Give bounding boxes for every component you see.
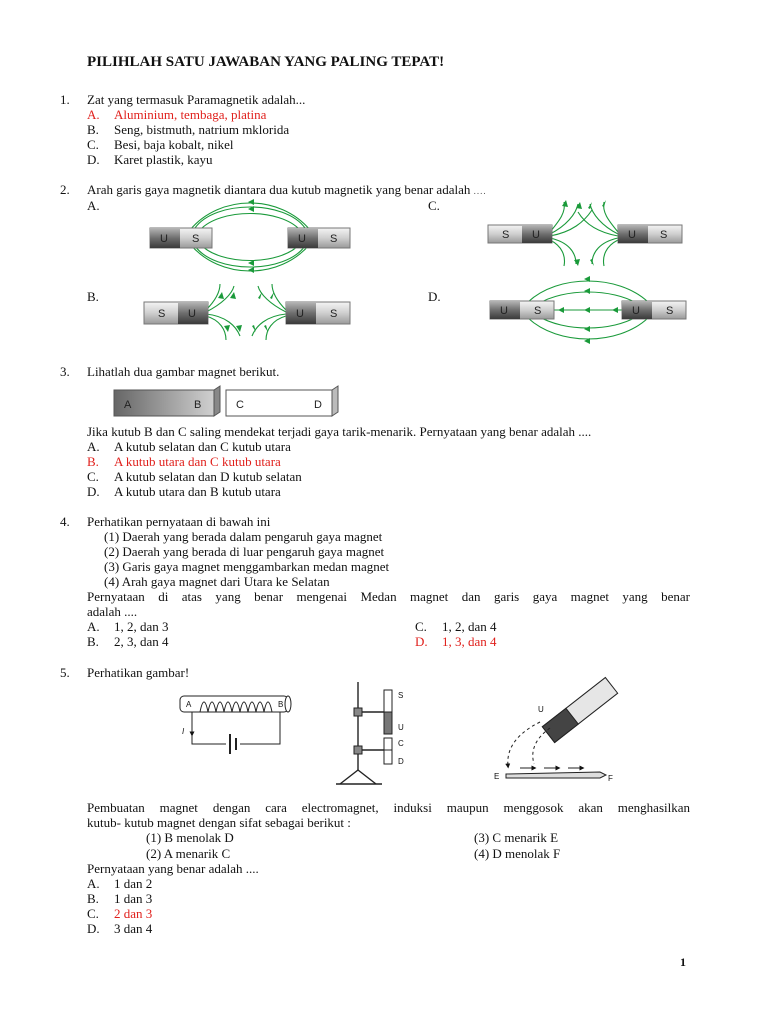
q1-number: 1. [60, 92, 70, 107]
q4-option-d[interactable]: 1, 3, dan 4 [442, 634, 497, 649]
q2c-label-4: S [660, 229, 668, 241]
q4-option-b[interactable]: 2, 3, dan 4 [114, 634, 169, 649]
q5-figure-coil [176, 690, 296, 770]
q5-text4: Pernyataan yang benar adalah .... [87, 861, 259, 876]
q4-number: 4. [60, 514, 70, 529]
q1-text: Zat yang termasuk Paramagnetik adalah... [87, 92, 306, 107]
q5-option-a-letter[interactable]: A. [87, 876, 100, 891]
q1-option-a-letter[interactable]: A. [87, 107, 100, 122]
q5-coil-label-a: A [186, 700, 192, 709]
q5-figure-rub [490, 680, 620, 790]
q3-option-a-letter[interactable]: A. [87, 439, 100, 454]
q2b-label-3: U [296, 308, 304, 320]
q5-text: Perhatikan gambar! [87, 665, 190, 680]
q5-coil-label-b: B [278, 700, 284, 709]
q5-text2: Pembuatan magnet dengan cara electromagnet, induksi maupun menggosok akan menghasilkan [87, 800, 690, 815]
page-title: PILIHLAH SATU JAWABAN YANG PALING TEPAT! [87, 54, 445, 70]
q5-option-b[interactable]: 1 dan 3 [114, 891, 153, 906]
q3-bar-label-b: B [194, 399, 202, 411]
q3-text2: Jika kutub B dan C saling mendekat terjadi gaya tarik-menarik. Pernyataan yang benar adalah .... [87, 424, 592, 439]
q2a-label-4: S [330, 233, 338, 245]
q3-figure-bars [112, 386, 342, 420]
q5-statement-3: (3) C menarik E [474, 830, 559, 845]
q3-option-d[interactable]: A kutub utara dan B kutub utara [114, 484, 281, 499]
q2-option-d-letter[interactable]: D. [428, 289, 441, 304]
q3-option-c-letter[interactable]: C. [87, 469, 99, 484]
q4-text3: adalah .... [87, 604, 138, 619]
q4-option-b-letter[interactable]: B. [87, 634, 99, 649]
q5-rub-label-f: F [608, 774, 613, 783]
q2-ellipsis: .... [473, 186, 487, 196]
q2c-label-2: U [532, 229, 540, 241]
q1-option-c-letter[interactable]: C. [87, 137, 99, 152]
q3-bar-label-d: D [314, 399, 322, 411]
q5-stand-label-d: D [398, 757, 404, 766]
q4-statement-3: (3) Garis gaya magnet menggambarkan medan magnet [104, 559, 390, 574]
q5-text3: kutub- kutub magnet dengan sifat sebagai berikut : [87, 815, 351, 830]
q4-option-a-letter[interactable]: A. [87, 619, 100, 634]
q2d-label-2: S [534, 305, 542, 317]
q3-bar-label-c: C [236, 399, 244, 411]
q5-stand-label-s: S [398, 691, 404, 700]
q2-figure-b[interactable] [140, 282, 360, 342]
q4-statement-2: (2) Daerah yang berada di luar pengaruh gaya magnet [104, 544, 385, 559]
q5-stand-label-c: C [398, 739, 404, 748]
q4-option-c-letter[interactable]: C. [415, 619, 427, 634]
q5-figure-stand [334, 680, 414, 790]
q1-option-a[interactable]: Aluminium, tembaga, platina [114, 107, 267, 122]
q1-option-d[interactable]: Karet plastik, kayu [114, 152, 213, 167]
q2b-label-1: S [158, 308, 166, 320]
q2a-label-2: S [192, 233, 200, 245]
q3-bar-label-a: A [124, 399, 132, 411]
q1-option-b[interactable]: Seng, bistmuth, natrium mklorida [114, 122, 290, 137]
q1-option-c[interactable]: Besi, baja kobalt, nikel [114, 137, 234, 152]
q5-rub-label-u: U [538, 705, 544, 714]
q5-statement-2: (2) A menarik C [146, 846, 231, 861]
q2b-label-4: S [330, 308, 338, 320]
q2-number: 2. [60, 182, 70, 197]
q2-figure-c[interactable] [488, 200, 688, 270]
q5-option-c-letter[interactable]: C. [87, 906, 99, 921]
q2a-label-3: U [298, 233, 306, 245]
q3-option-d-letter[interactable]: D. [87, 484, 100, 499]
q4-option-a[interactable]: 1, 2, dan 3 [114, 619, 169, 634]
q2-option-c-letter[interactable]: C. [428, 198, 440, 213]
q4-option-d-letter[interactable]: D. [415, 634, 428, 649]
q5-rub-label-e: E [494, 772, 500, 781]
q5-stand-label-u: U [398, 723, 404, 732]
q2c-label-1: S [502, 229, 510, 241]
q2d-label-3: U [632, 305, 640, 317]
q2c-label-3: U [628, 229, 636, 241]
q3-option-a[interactable]: A kutub selatan dan C kutub utara [114, 439, 291, 454]
q2-text: Arah garis gaya magnetik diantara dua kutub magnetik yang benar adalah .... [87, 182, 487, 197]
q5-option-d[interactable]: 3 dan 4 [114, 921, 153, 936]
q2-figure-d[interactable] [488, 270, 688, 350]
q2-figure-a[interactable] [140, 200, 360, 280]
q4-text2: Pernyataan di atas yang benar mengenai Medan magnet dan garis gaya magnet yang benar [87, 589, 690, 604]
q5-statement-1: (1) B menolak D [146, 830, 234, 845]
page-number: 1 [680, 955, 686, 969]
q5-statement-4: (4) D menolak F [474, 846, 561, 861]
q5-option-b-letter[interactable]: B. [87, 891, 99, 906]
q4-statement-4: (4) Arah gaya magnet dari Utara ke Selatan [104, 574, 330, 589]
q2d-label-1: U [500, 305, 508, 317]
q5-coil-label-i: I [182, 727, 185, 736]
q3-option-b-letter[interactable]: B. [87, 454, 99, 469]
q2-option-a-letter[interactable]: A. [87, 198, 100, 213]
q2-option-b-letter[interactable]: B. [87, 289, 99, 304]
q3-option-c[interactable]: A kutub selatan dan D kutub selatan [114, 469, 302, 484]
q5-option-a[interactable]: 1 dan 2 [114, 876, 153, 891]
q4-option-c[interactable]: 1, 2, dan 4 [442, 619, 497, 634]
q2d-label-4: S [666, 305, 674, 317]
q1-option-d-letter[interactable]: D. [87, 152, 100, 167]
q3-number: 3. [60, 364, 70, 379]
q4-text: Perhatikan pernyataan di bawah ini [87, 514, 271, 529]
q2b-label-2: U [188, 308, 196, 320]
q5-option-c[interactable]: 2 dan 3 [114, 906, 153, 921]
q1-option-b-letter[interactable]: B. [87, 122, 99, 137]
q3-option-b[interactable]: A kutub utara dan C kutub utara [114, 454, 281, 469]
q3-text: Lihatlah dua gambar magnet berikut. [87, 364, 280, 379]
q5-option-d-letter[interactable]: D. [87, 921, 100, 936]
q2a-label-1: U [160, 233, 168, 245]
q5-number: 5. [60, 665, 70, 680]
q4-statement-1: (1) Daerah yang berada dalam pengaruh gaya magnet [104, 529, 383, 544]
